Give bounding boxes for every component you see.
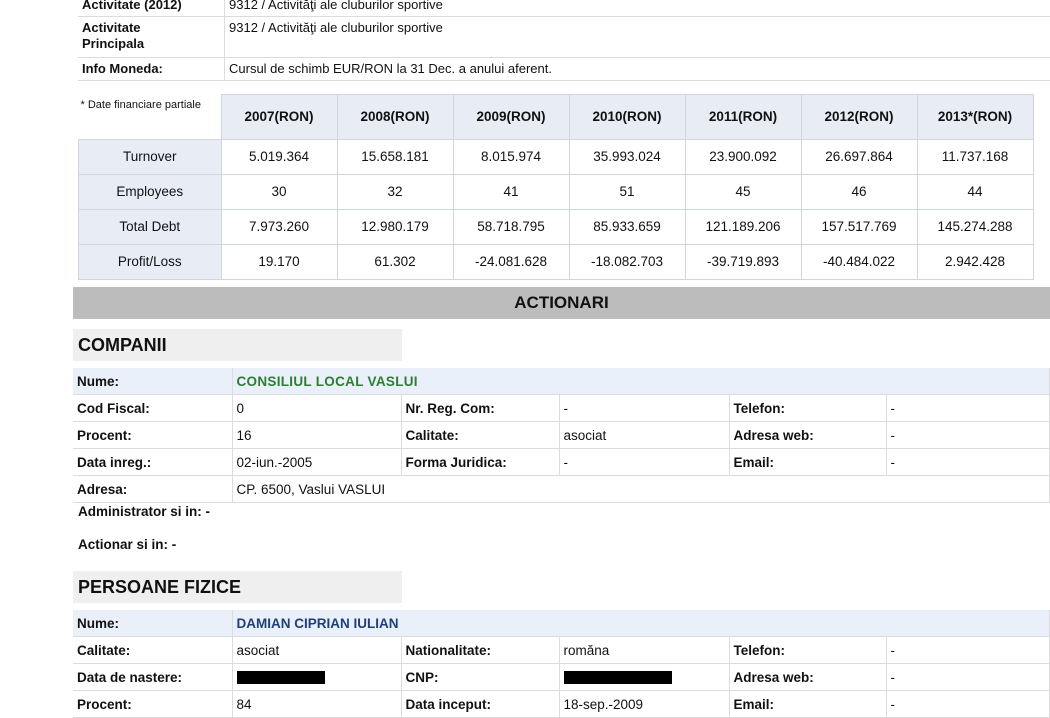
financial-cell: 11.737.168: [917, 139, 1033, 174]
field-value-redacted: [232, 664, 401, 691]
field-label: Telefon:: [729, 637, 886, 664]
field-value: -: [886, 664, 1050, 691]
persoane-row: [73, 691, 1050, 718]
info-label: Activitate (2012): [78, 0, 225, 17]
financial-cell: 30: [221, 174, 337, 209]
actionar-line: Actionar si in: -: [78, 537, 176, 552]
year-header: 2008(RON): [337, 95, 453, 140]
financial-cell: -40.484.022: [801, 244, 917, 279]
persoane-details-table: [73, 610, 1050, 718]
financial-cell: 26.697.864: [801, 139, 917, 174]
field-value: asociat: [559, 422, 729, 449]
companii-row: [73, 422, 1050, 449]
financial-cell: 2.942.428: [917, 244, 1033, 279]
info-label: Info Moneda:: [78, 58, 225, 81]
field-label: Email:: [729, 691, 886, 718]
financial-row-total-debt: [79, 209, 1034, 244]
financial-cell: 157.517.769: [801, 209, 917, 244]
persoane-row: [73, 664, 1050, 691]
info-row: [78, 0, 1050, 17]
field-value: 18-sep.-2009: [559, 691, 729, 718]
financial-row-profit-loss: [79, 244, 1034, 279]
info-row: [78, 58, 1050, 81]
field-value: -: [559, 449, 729, 476]
field-value: 84: [232, 691, 401, 718]
field-label: Calitate:: [73, 637, 232, 664]
financial-cell: 35.993.024: [569, 139, 685, 174]
field-label: Nume:: [73, 368, 232, 395]
companii-row: [73, 395, 1050, 422]
row-label: Total Debt: [79, 209, 222, 244]
field-value: 16: [232, 422, 401, 449]
financial-cell: 23.900.092: [685, 139, 801, 174]
year-header: 2011(RON): [685, 95, 801, 140]
year-header: 2012(RON): [801, 95, 917, 140]
companii-address-row: [73, 476, 1050, 503]
company-address: CP. 6500, Vaslui VASLUI: [232, 476, 1050, 503]
row-label: Profit/Loss: [79, 244, 222, 279]
field-label: Adresa:: [73, 476, 232, 503]
field-label: Data inceput:: [401, 691, 559, 718]
persoane-row: [73, 637, 1050, 664]
financial-cell: 32: [337, 174, 453, 209]
row-label: Employees: [79, 174, 222, 209]
field-value: 0: [232, 395, 401, 422]
field-label: Procent:: [73, 691, 232, 718]
field-label: Adresa web:: [729, 664, 886, 691]
field-label: Cod Fiscal:: [73, 395, 232, 422]
field-value-redacted: [559, 664, 729, 691]
redaction-bar: [237, 671, 325, 684]
financial-cell: 46: [801, 174, 917, 209]
financial-cell: 85.933.659: [569, 209, 685, 244]
field-value: asociat: [232, 637, 401, 664]
financial-table: [78, 94, 1034, 280]
field-label: Telefon:: [729, 395, 886, 422]
financial-cell: 8.015.974: [453, 139, 569, 174]
row-label: Turnover: [79, 139, 222, 174]
financial-cell: -24.081.628: [453, 244, 569, 279]
financial-cell: 145.274.288: [917, 209, 1033, 244]
field-value: -: [886, 449, 1050, 476]
info-value: Cursul de schimb EUR/RON la 31 Dec. a anului aferent.: [225, 58, 1050, 81]
actionari-heading: ACTIONARI: [73, 287, 1050, 319]
persoane-heading: PERSOANE FIZICE: [73, 571, 402, 603]
field-value: romăna: [559, 637, 729, 664]
field-label: Email:: [729, 449, 886, 476]
companii-name-row: [73, 368, 1050, 395]
field-label: Nationalitate:: [401, 637, 559, 664]
field-label: Data inreg.:: [73, 449, 232, 476]
field-value: -: [886, 637, 1050, 664]
field-value: -: [886, 395, 1050, 422]
financial-cell: 58.718.795: [453, 209, 569, 244]
companii-row: [73, 449, 1050, 476]
field-value: 02-iun.-2005: [232, 449, 401, 476]
info-value: 9312 / Activităţi ale cluburilor sportive: [225, 17, 1050, 58]
field-label: CNP:: [401, 664, 559, 691]
info-label: Activitate Principala: [78, 17, 225, 58]
financial-note: * Date financiare partiale: [79, 95, 222, 140]
field-label: Data de nastere:: [73, 664, 232, 691]
financial-cell: 45: [685, 174, 801, 209]
field-label: Nume:: [73, 610, 232, 637]
field-value: -: [886, 422, 1050, 449]
financial-cell: 121.189.206: [685, 209, 801, 244]
financial-row-employees: [79, 174, 1034, 209]
year-header: 2009(RON): [453, 95, 569, 140]
field-value: -: [559, 395, 729, 422]
financial-cell: 44: [917, 174, 1033, 209]
company-name: CONSILIUL LOCAL VASLUI: [232, 368, 1050, 395]
financial-cell: 19.170: [221, 244, 337, 279]
company-info-table: [78, 0, 1050, 81]
financial-cell: 15.658.181: [337, 139, 453, 174]
companii-heading: COMPANII: [73, 329, 402, 361]
financial-cell: 41: [453, 174, 569, 209]
financial-row-turnover: [79, 139, 1034, 174]
field-label: Calitate:: [401, 422, 559, 449]
field-label: Nr. Reg. Com:: [401, 395, 559, 422]
field-value: -: [886, 691, 1050, 718]
year-header: 2013*(RON): [917, 95, 1033, 140]
financial-cell: 12.980.179: [337, 209, 453, 244]
redaction-bar: [564, 671, 672, 684]
year-header: 2007(RON): [221, 95, 337, 140]
persoane-name-row: [73, 610, 1050, 637]
financial-cell: 5.019.364: [221, 139, 337, 174]
year-header: 2010(RON): [569, 95, 685, 140]
financial-cell: 61.302: [337, 244, 453, 279]
financial-cell: 51: [569, 174, 685, 209]
financial-header-row: [79, 95, 1034, 140]
info-row: [78, 17, 1050, 58]
field-label: Forma Juridica:: [401, 449, 559, 476]
financial-cell: -39.719.893: [685, 244, 801, 279]
administrator-line: Administrator si in: -: [78, 504, 210, 519]
info-value: 9312 / Activităţi ale cluburilor sportive: [225, 0, 1050, 17]
companii-details-table: [73, 368, 1050, 503]
financial-cell: -18.082.703: [569, 244, 685, 279]
financial-cell: 7.973.260: [221, 209, 337, 244]
person-name: DAMIAN CIPRIAN IULIAN: [232, 610, 1050, 637]
field-label: Adresa web:: [729, 422, 886, 449]
field-label: Procent:: [73, 422, 232, 449]
